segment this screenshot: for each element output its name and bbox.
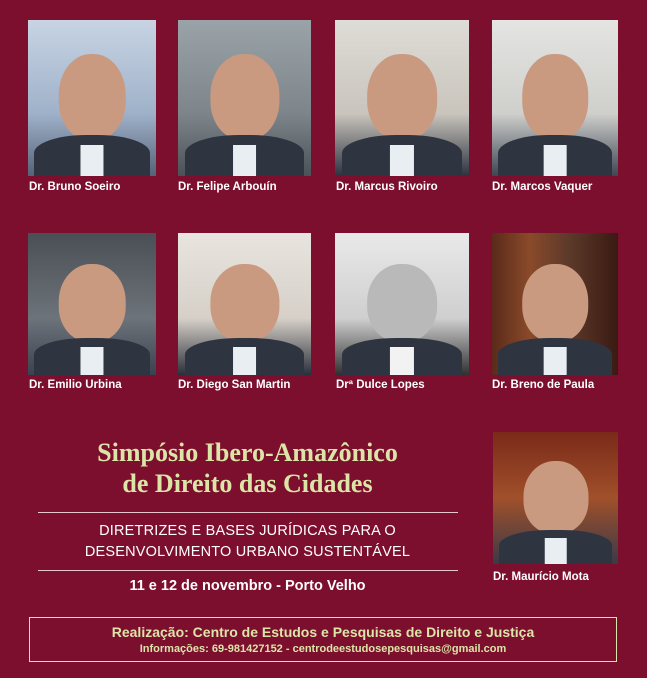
speaker-name: Dr. Maurício Mota	[493, 571, 589, 583]
event-title	[30, 437, 465, 499]
speaker-photo	[178, 20, 311, 176]
divider	[38, 512, 458, 513]
speaker-name: Dr. Diego San Martin	[178, 379, 291, 391]
speaker-photo	[335, 20, 469, 176]
speaker-photo	[335, 233, 469, 375]
event-subtitle-line1: DIRETRIZES E BASES JURÍDICAS PARA O	[99, 523, 396, 539]
event-subtitle	[30, 521, 465, 563]
speaker-photo	[493, 432, 618, 564]
speaker-photo	[28, 20, 156, 176]
event-date: 11 e 12 de novembro - Porto Velho	[129, 578, 366, 594]
speaker-photo	[492, 20, 618, 176]
speaker-name: Dr. Bruno Soeiro	[29, 181, 121, 193]
speaker-name: Dr. Marcus Rivoiro	[336, 181, 438, 193]
divider	[38, 570, 458, 571]
speaker-photo	[492, 233, 618, 375]
organizer-text: Realização: Centro de Estudos e Pesquisas de Direito e Justiça	[111, 624, 535, 640]
contact-info: Informações: 69-981427152 - centrodeestudosepesquisas@gmail.com	[139, 643, 507, 655]
event-title-line1: Simpósio Ibero-Amazônico	[97, 438, 398, 467]
speaker-name: Dr. Emilio Urbina	[29, 379, 122, 391]
speaker-name: Drª Dulce Lopes	[336, 379, 425, 391]
speaker-name: Dr. Felipe Arbouín	[178, 181, 277, 193]
event-title-line2: de Direito das Cidades	[122, 469, 373, 498]
speaker-name: Dr. Breno de Paula	[492, 379, 595, 391]
speaker-photo	[178, 233, 311, 375]
speaker-name: Dr. Marcos Vaquer	[492, 181, 593, 193]
event-subtitle-line2: DESENVOLVIMENTO URBANO SUSTENTÁVEL	[84, 544, 411, 560]
speaker-photo	[28, 233, 156, 375]
organizer-box	[29, 617, 617, 662]
